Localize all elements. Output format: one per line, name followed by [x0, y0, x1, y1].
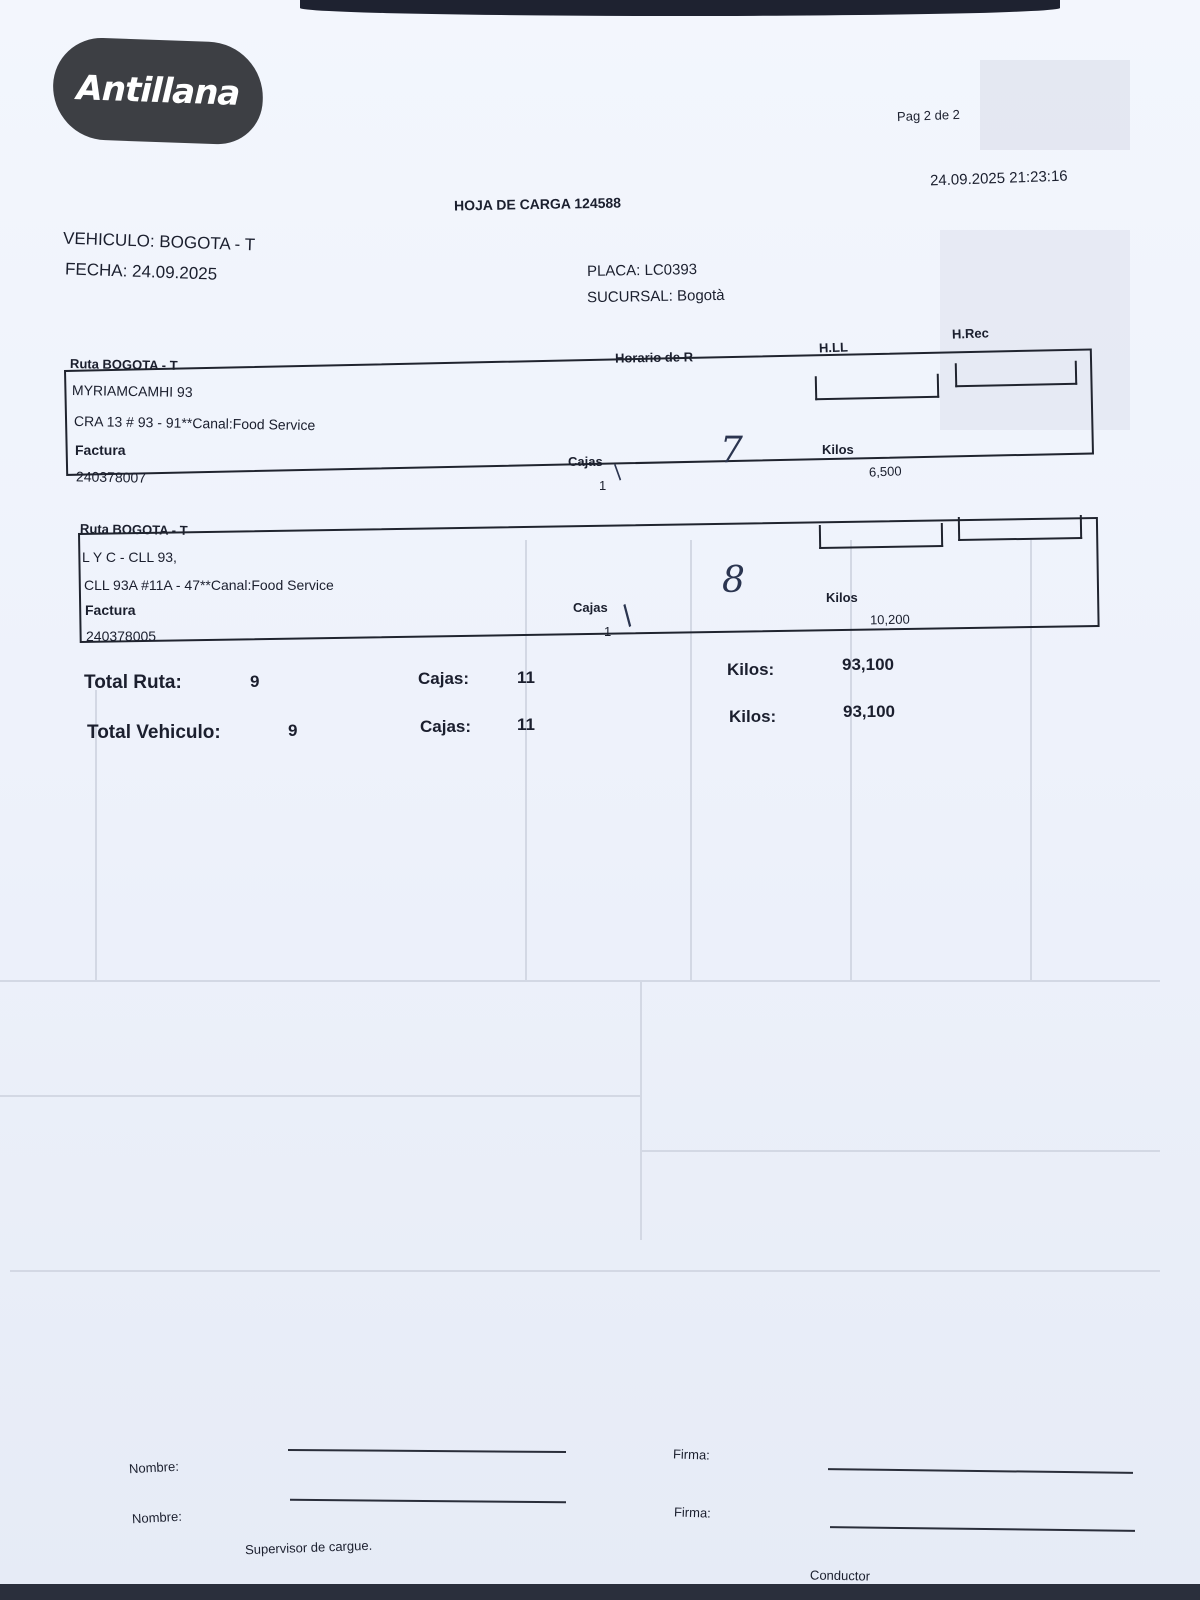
- nombre-line-2[interactable]: [290, 1499, 566, 1503]
- checkmark-icon: /: [616, 600, 640, 633]
- total-vehiculo-kilos: 93,100: [843, 702, 895, 721]
- nombre-label-2: Nombre:: [131, 1508, 183, 1527]
- total-vehiculo-cajas: 11: [517, 715, 535, 734]
- factura-label: Factura: [85, 602, 136, 618]
- factura-number: 240378007: [75, 468, 147, 486]
- ghost-line: [0, 1095, 640, 1097]
- cajas-value: 1: [604, 624, 612, 639]
- ghost-line: [640, 1150, 1160, 1152]
- client-name: L Y C - CLL 93,: [82, 549, 177, 565]
- antillana-logo: [51, 36, 264, 145]
- cajas-value: 1: [599, 478, 607, 493]
- fecha-label: FECHA: 24.09.2025: [64, 259, 218, 284]
- handwritten-number: 7: [720, 430, 743, 471]
- background-shadow-bottom: [0, 1584, 1200, 1600]
- nombre-label-1: Nombre:: [128, 1458, 180, 1477]
- total-ruta-cajas-label: Cajas:: [418, 669, 470, 688]
- vehiculo-label: VEHICULO: BOGOTA - T: [62, 228, 256, 255]
- hll-header: H.LL: [818, 339, 849, 356]
- hrec-slot[interactable]: [958, 515, 1082, 541]
- total-ruta-cajas: 11: [517, 668, 535, 687]
- client-address: CRA 13 # 93 - 91**Canal:Food Service: [73, 412, 316, 434]
- total-vehiculo-label: Total Vehiculo:: [87, 722, 221, 743]
- nombre-line-1[interactable]: [288, 1449, 566, 1453]
- client-name: MYRIAMCAMHI 93: [71, 381, 193, 401]
- kilos-label: Kilos: [826, 590, 858, 605]
- total-ruta-count: 9: [250, 672, 260, 691]
- total-ruta-kilos: 93,100: [842, 655, 894, 674]
- firma-label-2: Firma:: [673, 1504, 712, 1521]
- route-name: Ruta BOGOTA - T: [79, 521, 188, 538]
- handwritten-number: 8: [722, 560, 745, 601]
- route-name: Ruta BOGOTA - T: [69, 356, 178, 373]
- conductor-label: Conductor: [809, 1567, 871, 1584]
- firma-label-1: Firma:: [672, 1446, 711, 1463]
- total-vehiculo-kilos-label: Kilos:: [729, 707, 777, 726]
- total-vehiculo-count: 9: [288, 721, 298, 740]
- background-shadow-top: [300, 0, 1060, 16]
- total-ruta-label: Total Ruta:: [84, 672, 182, 693]
- hrec-slot[interactable]: [955, 361, 1077, 388]
- hrec-header: H.Rec: [951, 325, 990, 342]
- placa-label: PLACA: LC0393: [586, 261, 698, 280]
- ghost-line: [0, 980, 1160, 982]
- ghost-line: [640, 980, 642, 1240]
- logo-text: Antillana: [75, 68, 241, 114]
- cajas-label: Cajas: [573, 600, 608, 615]
- kilos-value: 10,200: [869, 611, 910, 628]
- horario-header: Horario de R: [614, 349, 694, 366]
- cajas-label: Cajas: [568, 454, 603, 469]
- factura-label: Factura: [75, 442, 126, 458]
- kilos-label: Kilos: [822, 442, 854, 457]
- checkmark-icon: /: [608, 460, 628, 485]
- sucursal-label: SUCURSAL: Bogotà: [586, 286, 725, 307]
- hll-slot[interactable]: [815, 374, 939, 401]
- ghost-line: [10, 1270, 1160, 1272]
- kilos-value: 6,500: [868, 463, 902, 480]
- total-ruta-kilos-label: Kilos:: [727, 660, 775, 679]
- document-title: HOJA DE CARGA 124588: [453, 194, 622, 214]
- print-timestamp: 24.09.2025 21:23:16: [929, 167, 1068, 190]
- hll-slot[interactable]: [819, 523, 943, 549]
- factura-number: 240378005: [86, 628, 157, 644]
- total-vehiculo-cajas-label: Cajas:: [420, 717, 472, 736]
- page-number: Pag 2 de 2: [896, 106, 961, 125]
- ghost-block: [980, 60, 1130, 150]
- client-address: CLL 93A #11A - 47**Canal:Food Service: [84, 577, 334, 593]
- supervisor-label: Supervisor de cargue.: [244, 1537, 373, 1558]
- firma-line-1[interactable]: [828, 1468, 1133, 1474]
- firma-line-2[interactable]: [830, 1526, 1135, 1532]
